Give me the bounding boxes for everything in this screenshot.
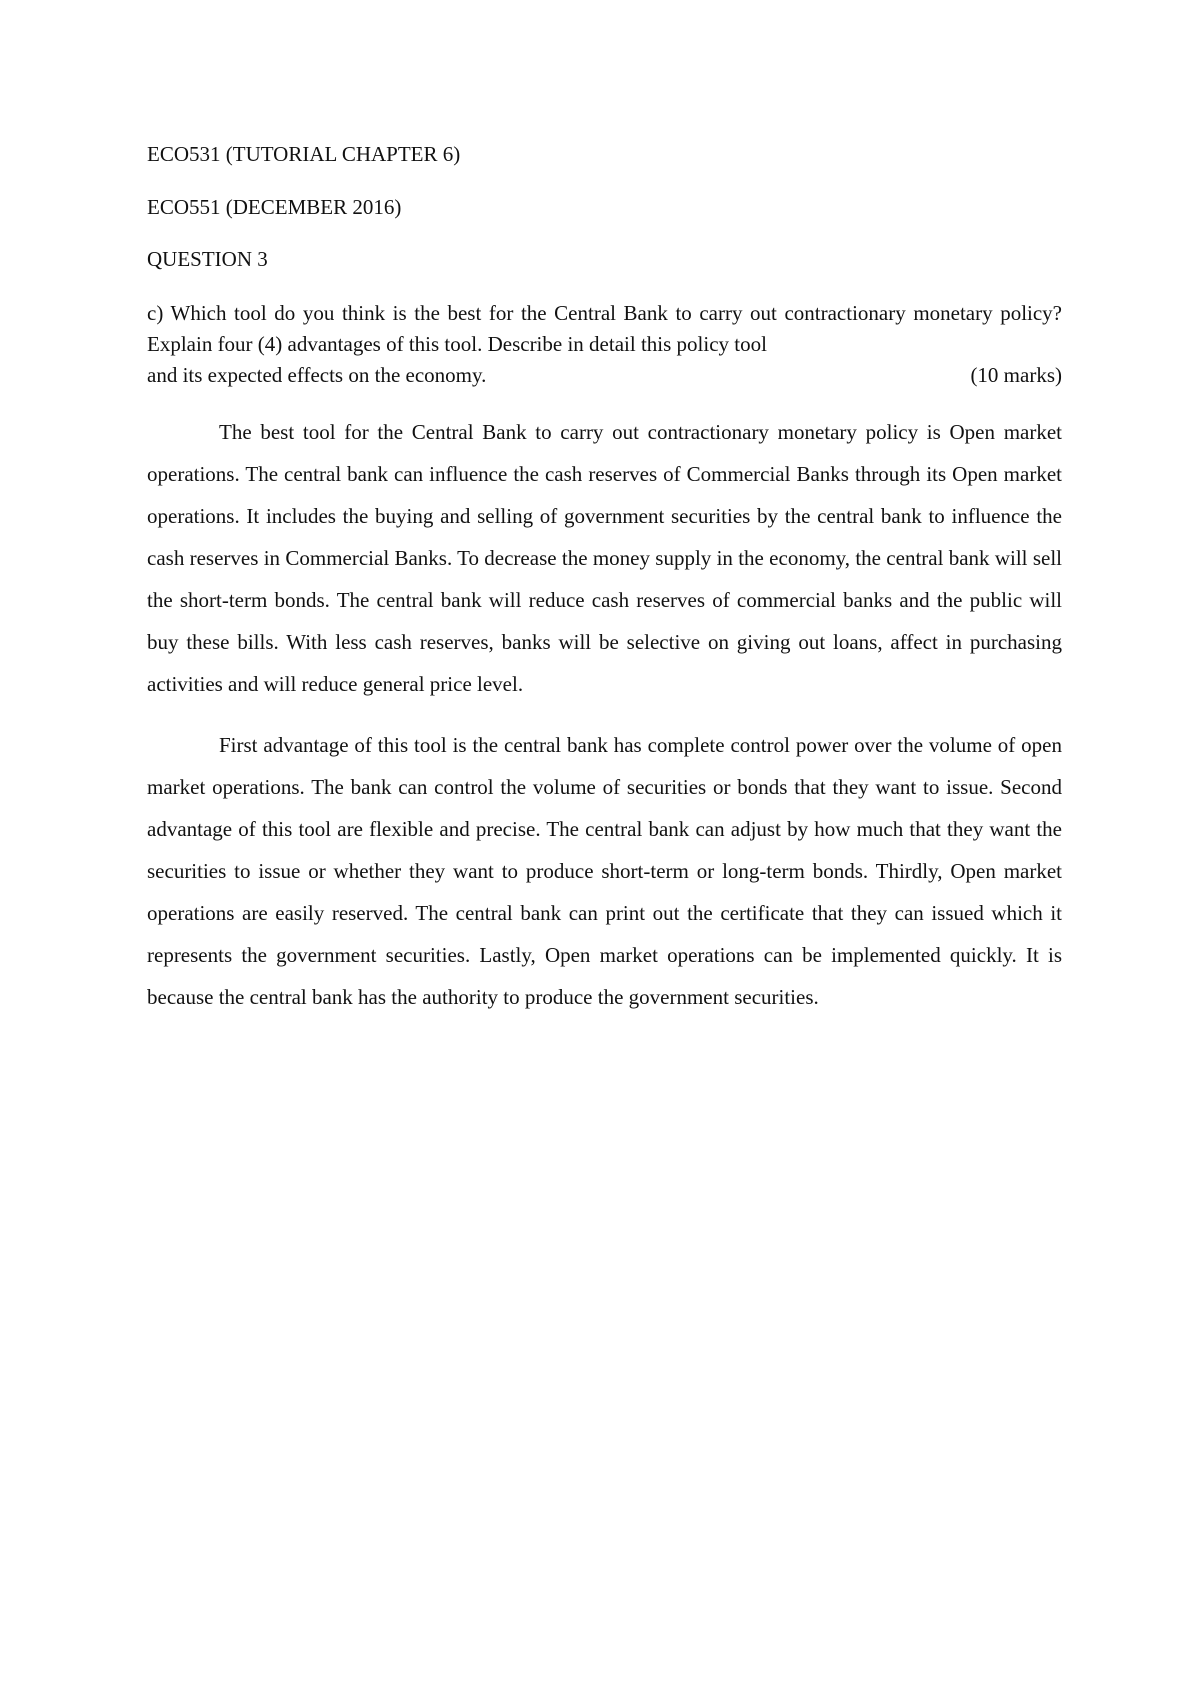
answer-paragraph: The best tool for the Central Bank to carry out contractionary monetary policy is Open market operations. The central bank can influence the cash reserves of Commercial Banks through its Open market operations. It includes the buying and selling of government securities by the central bank to influence the cash reserves in Commercial Banks. To decrease the money supply in the economy, the central bank will sell the short-term bonds. The central bank will reduce cash reserves of commercial banks and the public will buy these bills. With less cash reserves, banks will be selective on giving out loans, affect in purchasing activities and will reduce general price level. — [147, 420, 1062, 696]
question-block — [147, 298, 1062, 391]
question-label: QUESTION 3 — [147, 247, 268, 271]
question-text-end: and its expected effects on the economy. — [147, 363, 487, 387]
document-page — [147, 140, 1062, 1018]
question-text: c) Which tool do you think is the best for the Central Bank to carry out contractionary monetary policy? Explain four (4) advantages of this tool. Describe in detail this policy tool — [147, 301, 1062, 356]
answer-paragraph: First advantage of this tool is the central bank has complete control power over the volume of open market operations. The bank can control the volume of securities or bonds that they want to issue. Second advantage of this tool are flexible and precise. The central bank can adjust by how much that they want the securities to issue or whether they want to produce short-term or long-term bonds. Thirdly, Open market operations are easily reserved. The central bank can print out the certificate that they can issued which it represents the government securities. Lastly, Open market operations can be implemented quickly. It is because the central bank has the authority to produce the government securities. — [147, 733, 1062, 1009]
question-marks: (10 marks) — [970, 363, 1062, 387]
exam-code-heading: ECO551 (DECEMBER 2016) — [147, 195, 402, 219]
course-code-heading: ECO531 (TUTORIAL CHAPTER 6) — [147, 142, 461, 166]
question-last-line — [147, 360, 1062, 391]
